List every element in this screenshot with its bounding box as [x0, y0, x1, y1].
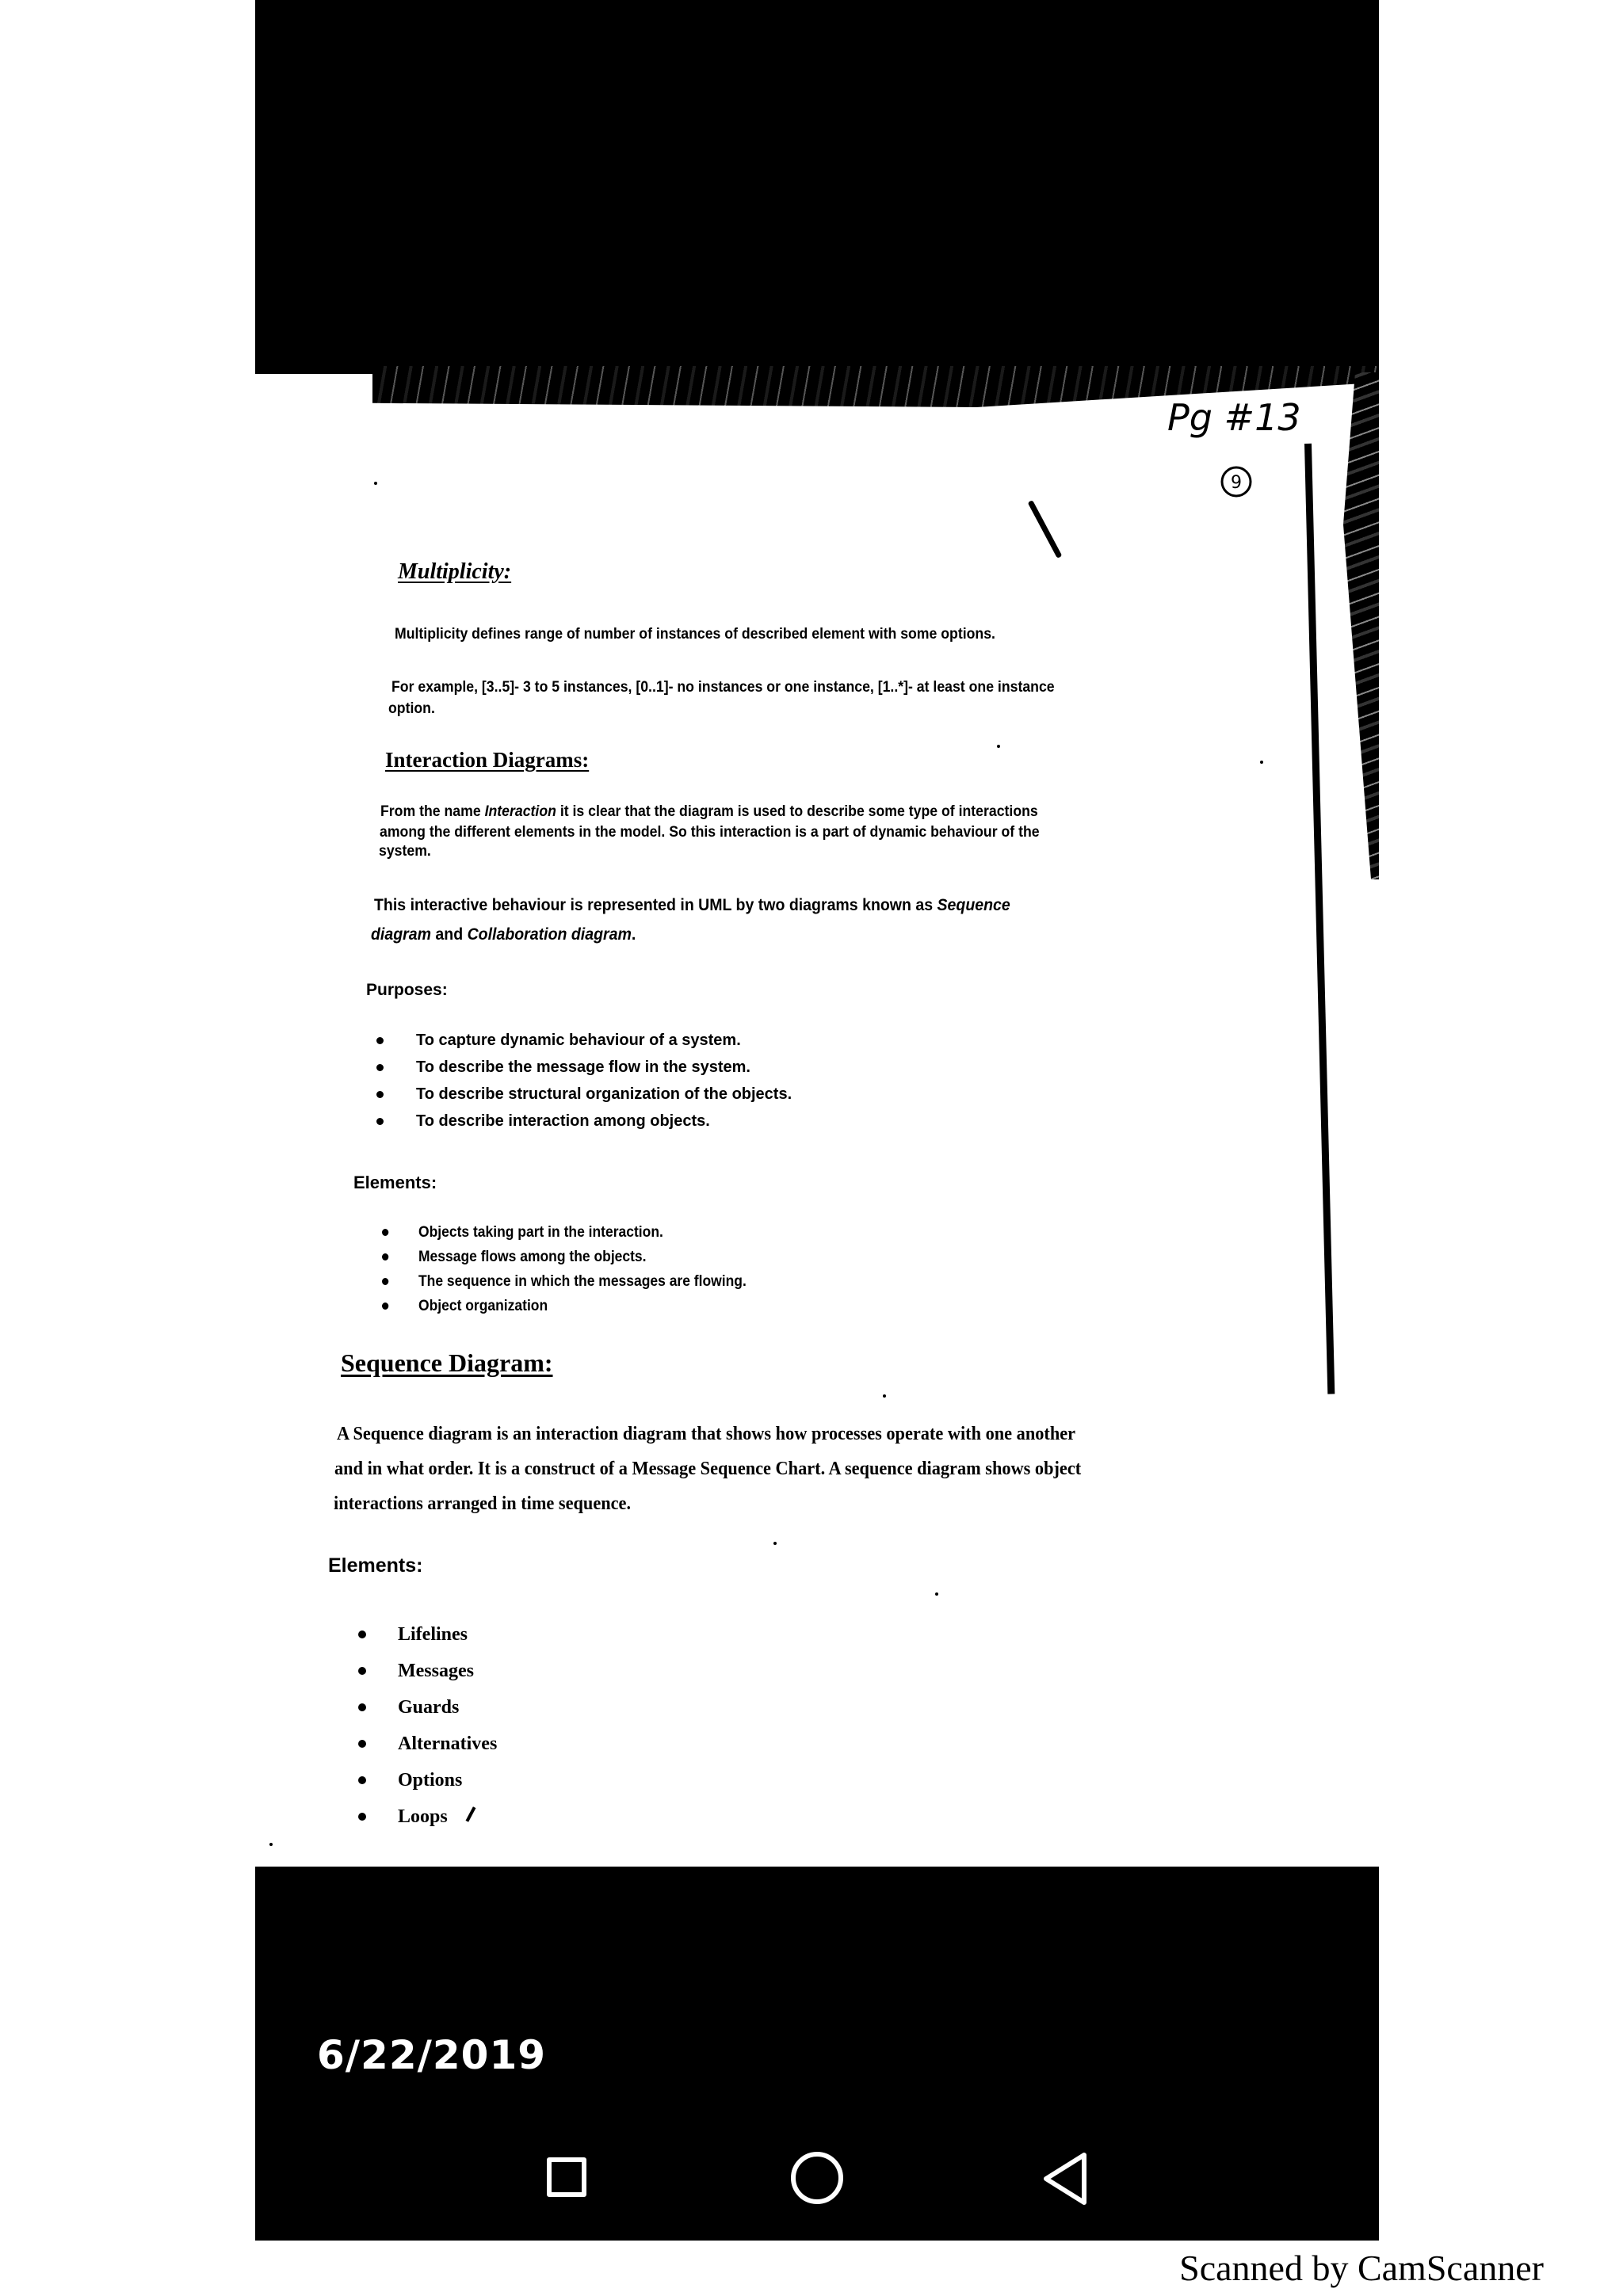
uml-line1 [374, 895, 1010, 916]
list-item: Alternatives [358, 1726, 497, 1762]
camscanner-watermark: Scanned by CamScanner [1179, 2248, 1544, 2288]
uml-emphasis: Sequence [937, 896, 1010, 914]
uml-period: . [631, 925, 636, 944]
sequence-elements-list [358, 1616, 497, 1835]
uml-text: This interactive behaviour is represented in UML by two diagrams known as [374, 896, 938, 914]
list-item: Objects taking part in the interaction. [382, 1220, 747, 1245]
interaction-intro-line3: system. [379, 843, 431, 860]
list-item: Message flows among the objects. [382, 1245, 747, 1269]
list-item: The sequence in which the messages are flowing. [382, 1269, 747, 1294]
scan-speck [269, 1843, 273, 1846]
interaction-intro-line2: among the different elements in the model. So this interaction is a part of dynamic behaviour of the [380, 824, 1040, 841]
uml-line2 [371, 925, 636, 945]
list-item: Loops [358, 1798, 497, 1835]
multiplicity-heading: Multiplicity: [398, 559, 512, 584]
uml-emphasis-collaboration: Collaboration diagram [467, 925, 632, 944]
interaction-elements-list [382, 1220, 747, 1318]
purposes-list [376, 1027, 792, 1135]
pen-slash-mark [1028, 500, 1063, 559]
handwritten-page-number [1161, 392, 1312, 503]
intro-text: From the name [380, 803, 485, 820]
uml-emphasis-diagram: diagram [371, 925, 431, 944]
intro-text-rest: it is clear that the diagram is used to describe some type of interactions [556, 803, 1038, 820]
right-edge-artifact [1339, 372, 1379, 879]
list-item: To capture dynamic behaviour of a system. [376, 1027, 792, 1054]
sequence-heading: Sequence Diagram: [341, 1348, 553, 1377]
back-triangle-icon[interactable] [1038, 2150, 1095, 2207]
sequence-line2: and in what order. It is a construct of a Message Sequence Chart. A sequence diagram shows object [334, 1459, 1082, 1479]
scan-speck [997, 745, 1000, 748]
list-item: To describe interaction among objects. [376, 1108, 792, 1135]
interaction-heading: Interaction Diagrams: [385, 748, 590, 772]
list-item: Messages [358, 1653, 497, 1689]
multiplicity-example-line2: option. [388, 700, 435, 717]
uml-text-and: and [430, 925, 468, 944]
list-item: Guards [358, 1689, 497, 1726]
top-black-band [255, 0, 1379, 374]
list-item: Lifelines [358, 1616, 497, 1653]
scan-speck [935, 1592, 938, 1596]
purposes-heading: Purposes: [366, 981, 448, 999]
interaction-elements-heading: Elements: [353, 1173, 437, 1192]
intro-emphasis: Interaction [484, 803, 556, 820]
scan-speck [883, 1394, 886, 1398]
scan-speck [773, 1542, 777, 1545]
sequence-line1: A Sequence diagram is an interaction diagram that shows how processes operate with one another [337, 1424, 1076, 1444]
interaction-intro-line1 [380, 802, 1038, 822]
circled-number-text: 9 [1231, 473, 1242, 493]
sequence-elements-heading: Elements: [328, 1554, 423, 1577]
list-item: Options [358, 1762, 497, 1798]
multiplicity-example-line1: For example, [3..5]- 3 to 5 instances, [0..1]- no instances or one instance, [1..*]- at least one instance [391, 679, 1055, 696]
multiplicity-definition: Multiplicity defines range of number of instances of described element with some options. [395, 626, 995, 643]
sequence-line3: interactions arranged in time sequence. [334, 1493, 632, 1514]
list-item: To describe structural organization of the objects. [376, 1081, 792, 1108]
recent-apps-square-icon[interactable] [547, 2157, 586, 2197]
date-stamp: 6/22/2019 [317, 2032, 547, 2078]
list-item: Object organization [382, 1294, 747, 1318]
home-circle-icon[interactable] [791, 2152, 843, 2204]
scan-speck [1260, 761, 1263, 764]
page-edge-line [1304, 444, 1335, 1394]
scan-speck [374, 482, 377, 485]
list-item: To describe the message flow in the system. [376, 1054, 792, 1081]
page-number-text: Pg #13 [1167, 396, 1301, 439]
